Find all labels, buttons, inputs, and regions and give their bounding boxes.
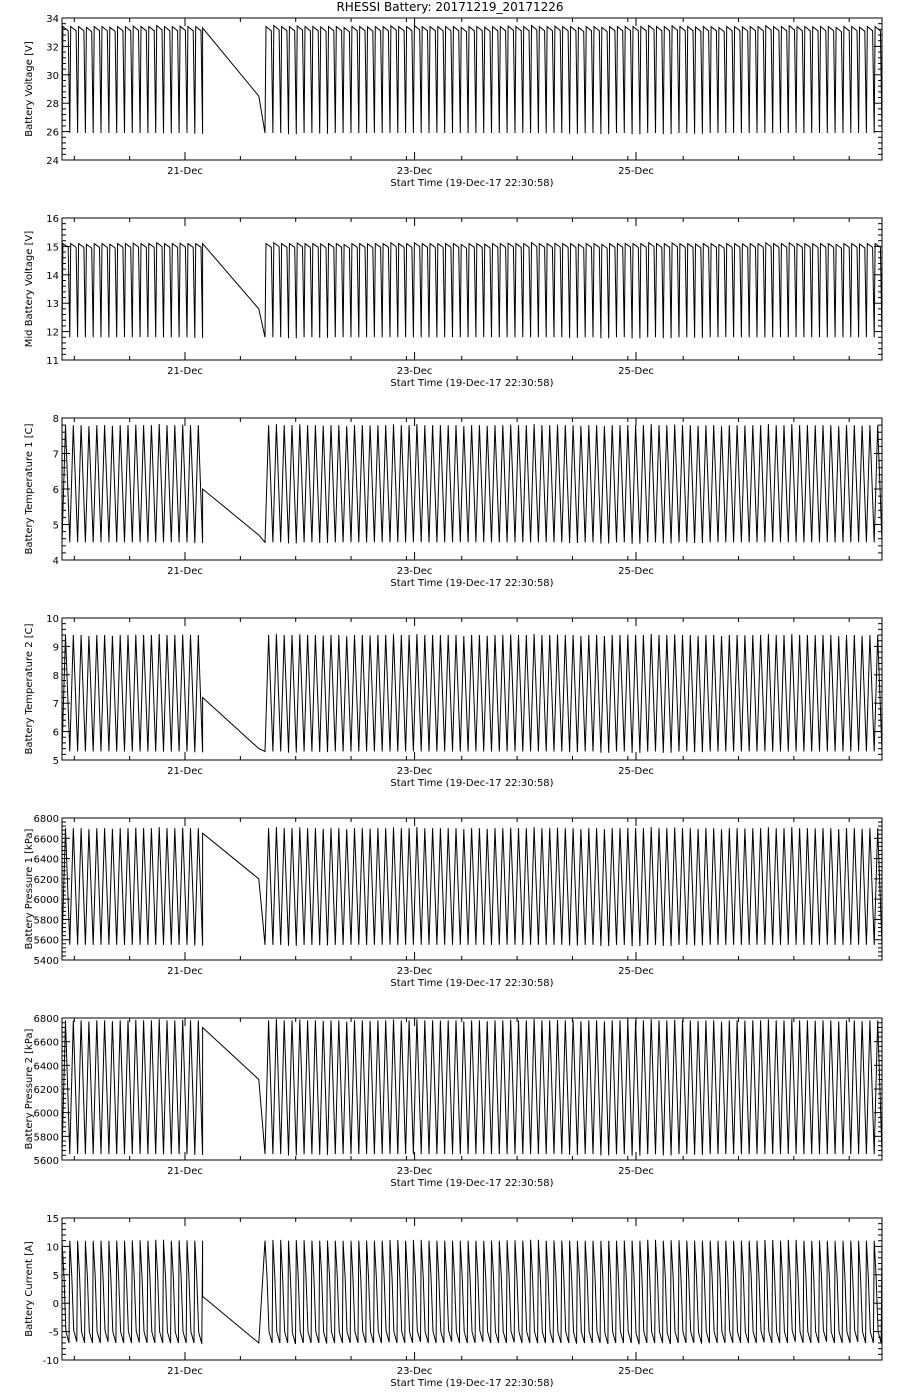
y-tick-label: 5 <box>52 520 59 532</box>
y-tick-label: 5600 <box>33 1156 59 1167</box>
y-tick-label: 6400 <box>33 854 59 866</box>
x-tick-label: 23-Dec <box>396 566 433 577</box>
x-tick-label: 21-Dec <box>167 766 203 777</box>
y-tick-label: 9 <box>52 642 59 654</box>
series-line <box>62 424 882 544</box>
y-tick-label: 7 <box>52 699 59 711</box>
x-tick-label: 25-Dec <box>618 1366 654 1377</box>
y-tick-label: 5 <box>52 1270 59 1282</box>
x-tick-label: 21-Dec <box>167 366 203 377</box>
y-tick-label: 15 <box>46 1214 59 1225</box>
panel-4 <box>24 614 882 789</box>
y-axis-label: Battery Current [A] <box>24 1241 35 1337</box>
y-tick-label: 30 <box>46 70 59 82</box>
x-tick-label: 25-Dec <box>618 366 654 377</box>
y-axis-label: Battery Pressure 1 [kPa] <box>24 828 35 950</box>
x-axis-title: Start Time (19-Dec-17 22:30:58) <box>390 1178 554 1189</box>
x-tick-label: 25-Dec <box>618 966 654 977</box>
y-tick-label: 32 <box>46 42 59 54</box>
y-tick-label: 8 <box>52 670 59 682</box>
y-tick-label: 24 <box>46 156 59 167</box>
y-tick-label: 6600 <box>33 1037 59 1049</box>
y-tick-label: 28 <box>46 99 59 111</box>
panel-6 <box>24 1014 882 1189</box>
x-tick-label: 23-Dec <box>396 1366 433 1377</box>
y-tick-label: 7 <box>52 449 59 461</box>
y-tick-label: 11 <box>46 356 59 367</box>
series-line <box>62 243 882 339</box>
panel-1 <box>24 14 882 189</box>
y-axis-label: Battery Pressure 2 [kPa] <box>24 1028 35 1150</box>
x-tick-label: 23-Dec <box>396 766 433 777</box>
y-tick-label: 10 <box>46 1242 59 1254</box>
y-tick-label: 6 <box>52 727 59 739</box>
y-tick-label: 6000 <box>33 895 59 907</box>
x-tick-label: 25-Dec <box>618 566 654 577</box>
panel-7 <box>24 1214 882 1389</box>
panel-3 <box>24 414 882 589</box>
y-tick-label: 26 <box>46 127 59 139</box>
y-axis-label: Battery Temperature 1 [C] <box>24 423 35 555</box>
x-tick-label: 21-Dec <box>167 1166 203 1177</box>
y-axis-label: Battery Temperature 2 [C] <box>24 623 35 755</box>
plot-frame <box>62 218 882 360</box>
x-tick-label: 21-Dec <box>167 1366 203 1377</box>
x-axis-title: Start Time (19-Dec-17 22:30:58) <box>390 778 554 789</box>
panel-5 <box>24 814 882 989</box>
y-tick-label: 10 <box>46 614 59 625</box>
y-tick-label: 6000 <box>33 1108 59 1120</box>
y-tick-label: 8 <box>52 414 59 425</box>
x-tick-label: 21-Dec <box>167 566 203 577</box>
x-axis-title: Start Time (19-Dec-17 22:30:58) <box>390 978 554 989</box>
x-tick-label: 21-Dec <box>167 966 203 977</box>
y-tick-label: 5400 <box>33 956 59 967</box>
y-tick-label: 5 <box>52 756 59 767</box>
y-tick-label: 4 <box>52 556 59 567</box>
y-tick-label: 15 <box>46 242 59 254</box>
x-tick-label: 23-Dec <box>396 966 433 977</box>
y-tick-label: -5 <box>49 1327 59 1339</box>
y-axis-label: Battery Voltage [V] <box>24 41 35 137</box>
y-tick-label: 14 <box>46 270 59 282</box>
y-tick-label: 6200 <box>33 1085 59 1096</box>
x-tick-label: 23-Dec <box>396 1166 433 1177</box>
y-tick-label: 5800 <box>33 915 59 927</box>
y-tick-label: 6400 <box>33 1061 59 1073</box>
y-tick-label: -10 <box>42 1356 59 1367</box>
y-tick-label: 6600 <box>33 834 59 846</box>
y-tick-label: 6800 <box>33 814 59 825</box>
x-tick-label: 23-Dec <box>396 366 433 377</box>
y-tick-label: 5600 <box>33 935 59 947</box>
series-line <box>62 26 882 135</box>
series-line <box>62 1019 882 1155</box>
plot-frame <box>62 18 882 160</box>
series-line <box>62 827 882 946</box>
y-tick-label: 6 <box>52 485 59 496</box>
x-tick-label: 23-Dec <box>396 166 433 177</box>
series-line <box>62 1240 882 1344</box>
x-tick-label: 25-Dec <box>618 1166 654 1177</box>
x-axis-title: Start Time (19-Dec-17 22:30:58) <box>390 378 554 389</box>
series-line <box>62 634 882 753</box>
y-tick-label: 16 <box>46 214 59 225</box>
x-axis-title: Start Time (19-Dec-17 22:30:58) <box>390 578 554 589</box>
x-tick-label: 25-Dec <box>618 766 654 777</box>
chart-title: RHESSI Battery: 20171219_20171226 <box>336 0 564 14</box>
y-tick-label: 13 <box>46 299 59 311</box>
panel-2 <box>24 214 882 389</box>
y-tick-label: 5800 <box>33 1132 59 1144</box>
x-tick-label: 25-Dec <box>618 166 654 177</box>
x-axis-title: Start Time (19-Dec-17 22:30:58) <box>390 1378 554 1389</box>
y-tick-label: 6200 <box>33 874 59 886</box>
x-axis-title: Start Time (19-Dec-17 22:30:58) <box>390 178 554 189</box>
y-tick-label: 0 <box>52 1299 59 1311</box>
y-tick-label: 34 <box>46 14 59 25</box>
y-tick-label: 12 <box>46 327 59 339</box>
y-tick-label: 6800 <box>33 1014 59 1025</box>
y-axis-label: Mid Battery Voltage [V] <box>24 230 35 348</box>
x-tick-label: 21-Dec <box>167 166 203 177</box>
